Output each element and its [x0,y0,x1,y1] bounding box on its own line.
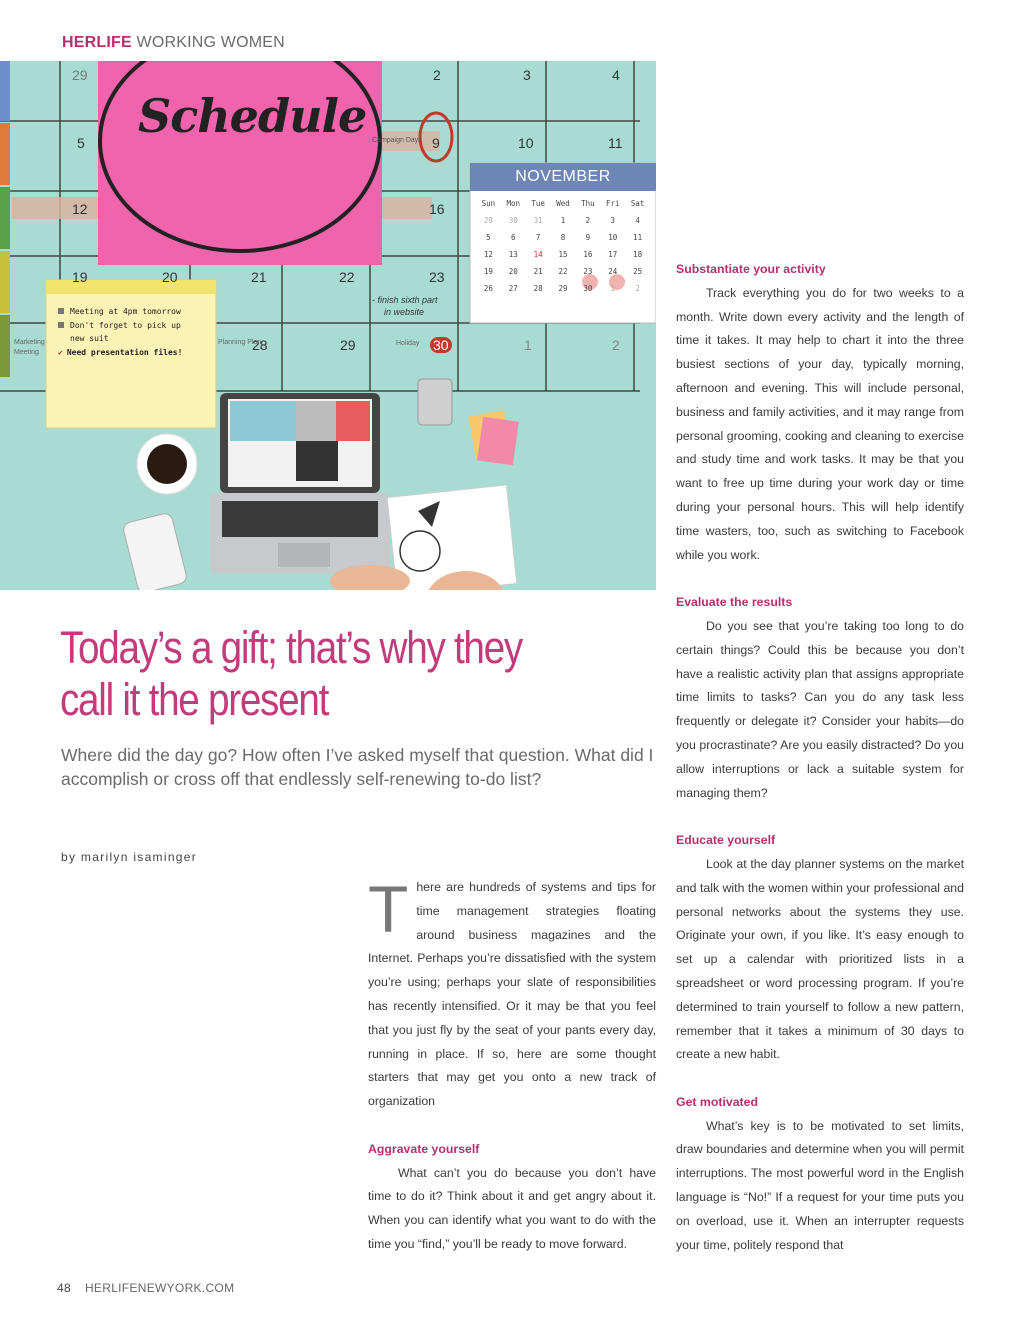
mini-calendar-day: 24 [608,267,618,276]
mini-calendar-day: 2 [635,284,640,293]
mini-calendar-day: 22 [558,267,568,276]
header-brand: HERLIFE [62,34,132,51]
mini-calendar-day: 13 [508,250,518,259]
mini-calendar-day: 26 [483,284,493,293]
mini-calendar-day: 10 [608,233,618,242]
article-column-2 [676,258,964,1257]
calendar-day: 21 [251,269,267,285]
mini-calendar [470,163,656,293]
mini-calendar-day: 3 [610,216,615,225]
mini-calendar-day: 30 [508,216,518,225]
article-deck: Where did the day go? How often I’ve asked myself that question. What did I accomplish or cross off that endlessly self-renewing to-do list? [61,745,654,789]
calendar-day: 10 [518,135,534,151]
mini-calendar-day: 8 [560,233,566,242]
checklist-item: new suit [70,334,109,343]
section-body: Track everything you do for two weeks to a month. Write down every activity and the length of time it takes. It may help to chart it into the three busiest sections of your day, typically morning, afternoon and evening. This will include personal, business and family activities, and it may range from personal grooming, cooking and cleaning to exercise and study time and work tasks. It may be that you want to free up time during your work day or time during your personal hours. This will help identify time wasters, too, such as switching to Facebook while you work. [676,285,964,562]
section-body: What can’t you do because you don’t have time to do it? Think about it and get angry about it. When you can identify what you want to do with the time you “find,” you’ll be ready to move forward. [368,1165,656,1251]
calendar-day: 12 [72,201,88,217]
mini-calendar-day: 28 [533,284,543,293]
calendar-day: 5 [77,135,85,151]
calendar-day-highlight: 30 [430,337,452,353]
mini-calendar-day: 19 [483,267,493,276]
mini-calendar-day: 2 [585,216,591,225]
calendar-day: 1 [524,337,532,353]
mini-calendar-day: 16 [583,250,593,259]
schedule-label: Schedule [138,89,367,143]
checklist-note [58,305,208,359]
calendar-note: Marketing [14,339,45,346]
mini-calendar-day: 1 [610,284,615,293]
calendar-day: 11 [608,135,623,151]
mini-calendar-day: 21 [533,267,543,276]
mini-calendar-day: 11 [633,233,643,242]
mini-calendar-day: 25 [633,267,643,276]
mini-calendar-month: NOVEMBER [515,168,611,185]
calendar-handwriting: in website [384,307,425,317]
calendar-day: 2 [433,67,441,83]
hero-image [0,61,656,590]
mini-calendar-day: 18 [633,250,643,259]
check-icon: ✔ [58,347,63,357]
section-body: Look at the day planner systems on the market and talk with the women within your professional and personal networks about the systems they use. Originate your own, if you like. It’s easy enough to set up a calendar with prioritized lists in a spreadsheet or word processing program. If you’re determined to train yourself to follow a new pattern, remember that it takes a minimum of 30 days to create a new habit. [676,856,964,1062]
mini-calendar-day: 7 [535,233,541,242]
article-column-1 [368,872,656,1257]
calendar-day: 29 [340,337,356,353]
page-number: 48 [57,1281,71,1295]
calendar-note: Campaign Days [372,137,422,144]
section-heading: Get motivated [676,1094,758,1109]
section-body: What’s key is to be motivated to set limits, draw boundaries and determine when you will permit interruptions. The most powerful word in the English language is “No!” If a request for your time puts you on overload, use it. When an interrupter requests your time, politely respond that [676,1118,964,1252]
section-heading: Aggravate yourself [368,1141,480,1156]
mini-calendar-weekday: Thu [581,199,595,208]
calendar-day: 23 [429,269,445,285]
article-byline: by marilyn isaminger [61,850,198,864]
calendar-day: 20 [162,269,178,285]
mini-calendar-day: 12 [483,250,493,259]
calendar-day: 29 [72,67,88,83]
calendar-handwriting: - finish sixth part [372,295,438,305]
section-heading: Substantiate your activity [676,262,826,276]
mini-calendar-day: 6 [511,233,516,242]
calendar-day: 16 [429,201,445,217]
mini-calendar-weekday: Mon [506,199,521,208]
drop-cap: T [368,872,409,946]
mini-calendar-weekday: Fri [605,199,620,208]
intro-paragraph: There are hundreds of systems and tips for time management strategies floating around business magazines and the Internet. Perhaps you’re dissatisfied with the system you’re using; perhaps your slate of responsibilities has recently intensified. Or it may be that you feel that you just fly by the seat of your pants every day, running in place. If so, here are some thought starters that may get you onto a new track of organization [368,872,656,1109]
mini-calendar-day: 1 [560,216,566,225]
calendar-day: 2 [612,337,620,353]
section-heading: Educate yourself [676,833,776,848]
section-heading: Evaluate the results [676,595,793,610]
calendar-note: Meeting [14,349,39,356]
mini-calendar-weekdays [470,191,656,208]
section-body: Do you see that you’re taking too long to do certain things? Could this be because you don’t have a realistic activity plan that assigns appropriate time limits to tasks? Can you do any task less frequently or delegate it? Consider your habits—do you procrastinate? Are you easily distracted? Do you allow interruptions or lack a suitable system for managing them? [676,618,964,800]
calendar-day: 28 [252,337,268,353]
checklist-item: Meeting at 4pm tomorrow [58,305,208,319]
mini-calendar-day: 15 [558,250,568,259]
calendar-note: Holiday [396,340,420,347]
calendar-day: 22 [339,269,355,285]
mini-calendar-day: 17 [608,250,618,259]
mini-calendar-day: 23 [583,267,593,276]
mini-calendar-day: 31 [533,216,543,225]
mini-calendar-day: 27 [508,284,518,293]
mini-calendar-weekday: Sat [630,199,645,208]
running-header [62,34,285,52]
mini-calendar-day: 20 [508,267,518,276]
mini-calendar-weekday: Sun [481,199,496,208]
header-section: WORKING WOMEN [136,34,285,51]
mini-calendar-day: 9 [585,233,591,242]
checklist-item: Don't forget to pick up [58,319,208,333]
mini-calendar-days [470,216,656,293]
mini-calendar-day: 4 [635,216,640,225]
mini-calendar-day: 5 [486,233,491,242]
mini-calendar-weekday: Tue [531,199,545,208]
mini-calendar-weekday: Wed [556,199,570,208]
calendar-day: 9 [432,135,440,151]
mini-calendar-day: 29 [558,284,568,293]
calendar-day: 3 [523,67,531,83]
calendar-note: Planning Plan [218,339,262,346]
mini-calendar-day: 30 [583,284,593,293]
page-footer [57,1281,234,1295]
calendar-day: 19 [72,269,88,285]
mini-calendar-day: 14 [533,250,543,259]
mini-calendar-day: 29 [483,216,493,225]
checklist-item: ✔ Need presentation files! [58,347,183,357]
article-title: Today’s a gift; that’s why they call it the present [60,622,522,725]
calendar-day: 4 [612,67,620,83]
footer-site: HERLIFENEWYORK.COM [84,1281,235,1295]
